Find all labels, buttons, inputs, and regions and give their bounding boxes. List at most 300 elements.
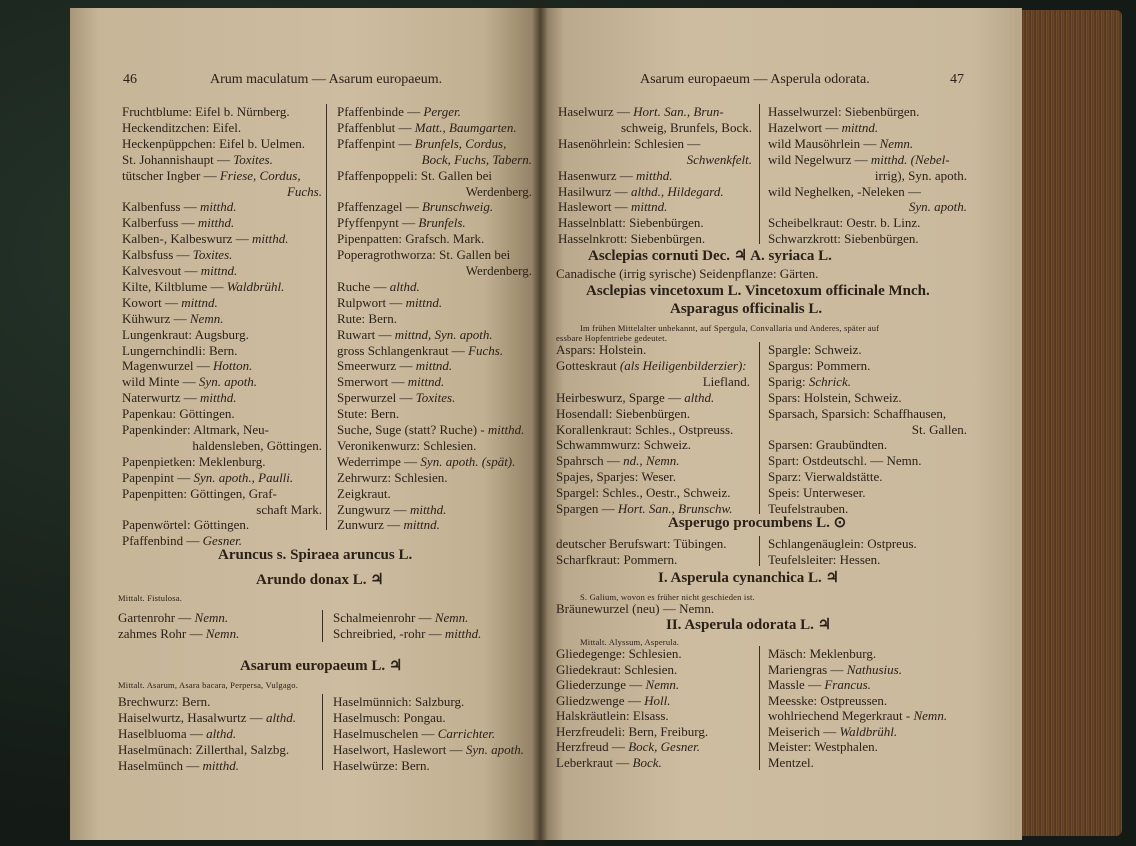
entry-value: mittnd. [412, 358, 453, 374]
section-heading: Asparagus officinalis L. [670, 301, 823, 317]
entry-value: mittnd. [627, 199, 668, 215]
list-item [768, 469, 883, 484]
entry-name: Hasenwurz — [558, 167, 633, 183]
entry-value: Ostdeutschl. — Nemn. [799, 453, 922, 469]
entry-name: Schlangenäuglein: [768, 536, 865, 551]
entry-name: Spajes, Sparjes: [556, 469, 639, 485]
running-head: Arum maculatum — Asarum europaeum. [210, 72, 443, 87]
entry-value: Brunfels. [415, 215, 466, 231]
column-rule [326, 104, 327, 530]
list-item [122, 152, 273, 167]
entry-name: wild Neghelken, -Neleken — [768, 183, 922, 199]
list-item [122, 327, 249, 342]
list-item [556, 755, 662, 770]
entry-name: Massle — [768, 677, 822, 692]
entry-value: Schlesien — [630, 135, 701, 151]
list-item [118, 742, 289, 757]
entry-value: Nemn. [186, 310, 224, 326]
list-item [122, 374, 257, 389]
entry-name: Mentzel. [768, 754, 814, 770]
list-item [337, 295, 442, 310]
entry-name: Lungernchindli: [122, 342, 206, 358]
entry-name: Zunwurz — [337, 517, 401, 533]
entry-name: Stute: [337, 406, 368, 422]
entry-name: Magenwurzel — [122, 358, 210, 374]
entry-value: Nemn. [910, 708, 948, 723]
entry-value: Bock, Gesner. [624, 739, 701, 754]
column-rule [759, 104, 760, 244]
list-item [703, 374, 750, 389]
list-item [337, 168, 492, 183]
list-item [337, 199, 493, 214]
section-note: Mittalt. Fistulosa. [118, 593, 183, 603]
entry-name: Scharfkraut: [556, 552, 621, 567]
section-note: Mittalt. Alyssum, Asperula. [580, 637, 680, 647]
list-item [122, 311, 223, 326]
entry-name: Kalvesvout — [122, 263, 198, 278]
entry-value: Ostpreus. [864, 536, 917, 551]
list-item [768, 390, 902, 405]
list-item [768, 136, 913, 151]
entry-value: Meklenburg. [806, 646, 877, 661]
list-item [122, 215, 234, 230]
entry-value: Siebenbürgen. [612, 405, 691, 421]
entry-value: mittnd. [197, 263, 238, 278]
entry-value: Eifel. [209, 119, 242, 135]
list-item [768, 708, 947, 723]
list-item [768, 501, 848, 516]
entry-value: Siebenbürgen. [840, 231, 919, 247]
list-item [122, 247, 232, 262]
list-item [768, 693, 887, 708]
list-item [122, 406, 235, 421]
list-item [558, 231, 705, 246]
list-item [337, 486, 391, 501]
entry-value: Pommern. [620, 552, 678, 567]
list-item [556, 422, 733, 437]
entry-value: mitthd. [406, 501, 447, 517]
list-item [768, 755, 814, 770]
list-item [768, 646, 876, 661]
entry-name: Mariengras — [768, 661, 844, 677]
list-item [337, 406, 399, 421]
list-item [768, 662, 902, 677]
entry-name: Gliederzunge — [556, 677, 643, 692]
entry-value: Augsburg. [192, 326, 249, 342]
list-item [556, 437, 691, 452]
entry-name: Papenwörtel: [122, 517, 191, 533]
entry-name: Hosendall: [556, 405, 613, 421]
entry-value: mitthd. [484, 422, 525, 437]
list-item [909, 199, 967, 214]
list-item [337, 438, 476, 453]
entry-name: Rute: [337, 310, 366, 326]
list-item [768, 104, 919, 119]
list-item [768, 120, 878, 135]
list-item [558, 168, 672, 183]
list-item [556, 677, 679, 692]
entry-value: mittnd. [404, 374, 445, 390]
list-item [556, 646, 682, 661]
entry-value: Holstein, Schweiz. [800, 389, 902, 405]
section-heading: Asarum europaeum L. ♃ [240, 658, 403, 674]
entry-name: Spargen — [556, 501, 615, 516]
entry-name: Papenkinder: [122, 422, 191, 437]
entry-value: mittnd. [402, 294, 443, 310]
entry-name: Pfaffenbinde — [337, 104, 421, 119]
entry-value: mittnd. [400, 517, 440, 533]
list-item [556, 724, 708, 739]
entry-name: Haselmuschelen — [333, 726, 435, 741]
entry-value: Syn. apoth. [462, 742, 524, 757]
entry-name: Herzfreudeli: [556, 723, 626, 739]
list-item [333, 694, 464, 709]
entry-name: Heckenpüppchen: [122, 135, 216, 151]
entry-name: Pfaffenblut — [337, 119, 412, 135]
entry-value: mittnd, Syn. apoth. [391, 326, 493, 342]
entry-name: Smeerwurz — [337, 358, 413, 374]
entry-value: Schweiz. [640, 437, 692, 453]
entry-value: Bern. [365, 310, 397, 326]
entry-value: Elsass. [629, 708, 669, 723]
entry-value: Eifel b. Uelmen. [215, 135, 306, 151]
entry-name: Smerwort — [337, 374, 405, 390]
entry-name: Poperagrothworza: [337, 247, 436, 263]
list-item [337, 358, 452, 373]
list-item [122, 454, 265, 469]
entry-name: Teufelsleiter: [768, 552, 837, 567]
entry-name: Haiselwurtz, Hasalwurtz — [118, 710, 263, 725]
entry-name: Kalbsfuss — [122, 247, 190, 263]
list-item [556, 485, 731, 500]
entry-name: Pfaffenbind — [122, 533, 200, 549]
entry-value: mitthd. (Nebel- [867, 151, 950, 167]
list-item [556, 536, 727, 551]
entry-name: Aspars: [556, 342, 596, 357]
section-heading: II. Asperula odorata L. ♃ [666, 617, 832, 633]
entry-value: Toxites. [189, 247, 233, 263]
entry-name: Wederrimpe — [337, 453, 418, 469]
list-item [768, 374, 851, 389]
entry-value: Unterweser. [799, 485, 866, 501]
entry-value: haldensleben, Göttingen. [192, 437, 322, 453]
list-item [558, 215, 704, 230]
list-item [768, 406, 946, 421]
entry-value: Schlesien. [620, 661, 678, 677]
list-item [558, 104, 724, 119]
list-item [621, 120, 752, 135]
entry-name: Hasselnkrott: [558, 231, 628, 247]
column-rule [322, 694, 323, 770]
entry-value: Siebenbürgen. [625, 215, 704, 231]
list-item [118, 694, 210, 709]
list-item [122, 120, 241, 135]
entry-name: Kalberfuss — [122, 215, 195, 231]
list-item [466, 263, 532, 278]
entry-name: Rulpwort — [337, 294, 403, 310]
list-item [768, 453, 921, 468]
list-item [337, 311, 397, 326]
entry-value: irrig), Syn. apoth. [874, 167, 967, 183]
list-item [768, 184, 921, 199]
entry-name: Haselmusch: [333, 710, 401, 725]
entry-name: Spahrsch — [556, 453, 620, 469]
entry-value: Vierwaldstätte. [801, 469, 883, 485]
entry-name: Meister: [768, 739, 812, 754]
entry-name: Meesske: [768, 692, 818, 708]
list-item [337, 247, 510, 262]
entry-name: Kalben-, Kalbeswurz — [122, 231, 249, 247]
entry-value: Holstein. [595, 342, 647, 357]
entry-value: schaft Mark. [256, 501, 322, 517]
list-item [118, 710, 296, 725]
entry-value: Liefland. [702, 373, 750, 389]
entry-value: Grafsch. Mark. [402, 231, 485, 247]
list-item [466, 184, 532, 199]
entry-value: Schlesien. [625, 646, 682, 661]
entry-name: Gliedzwenge — [556, 692, 641, 708]
entry-value: Ostpreussen. [817, 692, 888, 708]
section-heading: Aruncus s. Spiraea aruncus L. [218, 547, 413, 563]
entry-value: Werdenberg. [465, 263, 532, 278]
entry-name: Pfyffenpynt — [337, 215, 416, 231]
list-item [558, 136, 700, 151]
entry-value: Hort. San., Brunschw. [614, 501, 733, 516]
entry-name: Lungenkraut: [122, 326, 193, 342]
running-head: Asarum europaeum — Asperula odorata. [640, 72, 870, 87]
entry-name: Haslewort — [558, 199, 628, 215]
list-item [122, 295, 218, 310]
entry-value: Oestr. b. Linz. [843, 215, 921, 231]
list-item [768, 437, 887, 452]
list-item [768, 739, 878, 754]
entry-value: Bern, Freiburg. [625, 723, 709, 739]
entry-value: Tübingen. [670, 536, 727, 551]
column-rule [759, 342, 760, 514]
list-item [122, 486, 277, 501]
section-heading: Asperugo procumbens L. ⊙ [668, 515, 847, 531]
entry-name: Haselmünach: [118, 742, 193, 757]
entry-name: Schwarzkrott: [768, 231, 841, 247]
entry-value: Schles., Oestr., Schweiz. [599, 485, 731, 501]
entry-name: Mäsch: [768, 646, 807, 661]
list-item [337, 422, 524, 437]
entry-name: Hasselwurzel: [768, 104, 842, 119]
entry-value: Syn. apoth., Paulli. [190, 469, 294, 485]
section-line: Bräunewurzel (neu) — Nemn. [556, 601, 715, 616]
entry-value: Schrick. [805, 373, 852, 389]
entry-name: St. Johannishaupt — [122, 151, 230, 167]
entry-value: Pongau. [400, 710, 446, 725]
entry-name: Sparsen: [768, 437, 813, 453]
list-item [768, 231, 919, 246]
list-item [768, 152, 950, 167]
entry-value: Holl. [640, 692, 671, 708]
entry-name: Sperwurzel — [337, 390, 413, 406]
entry-value: (als Heiligenbilderzier): [616, 357, 747, 373]
entry-name: Heckenditzchen: [122, 119, 210, 135]
entry-name: Naterwurtz — [122, 390, 197, 406]
list-item [122, 422, 269, 437]
entry-value: St. Gallen bei [435, 247, 511, 263]
list-item [333, 610, 468, 625]
entry-name: Haselwurz — [558, 104, 630, 119]
section-heading: I. Asperula cynanchica L. ♃ [658, 570, 839, 586]
entry-name: Pfaffenzagel — [337, 199, 419, 215]
entry-name: wild Negelwurz — [768, 151, 868, 167]
list-item [556, 662, 677, 677]
entry-name: Sparz: [768, 469, 802, 485]
section-note: Im frühen Mittelalter unbekannt, auf Spergula, Convallaria und Anderes, später auf [580, 323, 880, 333]
entry-name: Leberkraut — [556, 754, 630, 770]
entry-name: Spargus: [768, 357, 814, 373]
section-line: Canadische (irrig syrische) Seidenpflanze: Gärten. [556, 266, 819, 281]
entry-value: Syn. apoth. (spät). [417, 453, 516, 469]
entry-value: Carrichter. [434, 726, 496, 741]
entry-value: Hort. San., Brun- [629, 104, 724, 119]
list-item [768, 536, 917, 551]
entry-value: Schlesien. [391, 469, 448, 485]
entry-value: mitthd. [248, 231, 289, 247]
entry-value: Fuchs. [286, 183, 322, 199]
entry-value: Schlesien. [420, 437, 477, 453]
page-edges [1022, 10, 1122, 836]
entry-name: Suche, Suge (statt? Ruche) - [337, 422, 485, 437]
entry-value: Schaffhausen, [869, 405, 947, 421]
entry-name: Hasenöhrlein: [558, 135, 631, 151]
entry-name: Brechwurz: [118, 694, 179, 709]
entry-name: Kowort — [122, 294, 178, 310]
entry-value: nd., Nemn. [619, 453, 680, 469]
list-item [556, 501, 732, 516]
entry-value: Westphalen. [811, 739, 878, 754]
entry-name: Schalmeienrohr — [333, 610, 432, 625]
list-item [122, 104, 290, 119]
entry-value: Göttingen. [176, 406, 235, 422]
entry-value: Gesner. [199, 533, 242, 549]
list-item [337, 470, 447, 485]
entry-value: St. Gallen. [911, 421, 967, 437]
list-item [768, 342, 862, 357]
entry-value: Toxites. [412, 390, 456, 406]
entry-value: mittnd. [838, 119, 879, 135]
entry-value: Göttingen, Graf- [187, 485, 277, 501]
entry-value: Salzburg. [411, 694, 465, 709]
list-item [118, 726, 236, 741]
entry-name: Halskräutlein: [556, 708, 630, 723]
list-item [122, 470, 293, 485]
entry-value: Bern. [397, 758, 430, 773]
entry-value: Graubündten. [812, 437, 888, 453]
list-item [558, 199, 667, 214]
entry-value: mitthd. [194, 215, 235, 231]
entry-value: Waldbrühl. [223, 278, 285, 294]
list-item [556, 390, 714, 405]
entry-name: Kalbenfuss — [122, 199, 197, 215]
entry-name: Haselbluoma — [118, 726, 203, 741]
entry-name: Gliedekraut: [556, 661, 621, 677]
entry-name: Haselmünnich: [333, 694, 412, 709]
entry-value: Brunfels, Cordus, [411, 135, 507, 151]
entry-value: althd. [386, 278, 420, 294]
list-item [122, 263, 237, 278]
list-item [768, 485, 866, 500]
list-item [556, 406, 690, 421]
list-item [912, 422, 967, 437]
entry-name: Papenkau: [122, 406, 177, 422]
list-item [337, 517, 440, 532]
list-item [768, 677, 871, 692]
list-item [256, 502, 322, 517]
entry-name: tütscher Ingber — [122, 167, 217, 183]
list-item [122, 136, 305, 151]
entry-name: Sparig: [768, 373, 806, 389]
list-item [556, 469, 676, 484]
entry-name: Hazelwort — [768, 119, 839, 135]
list-item [556, 453, 680, 468]
entry-name: Zehrwurz: [337, 469, 392, 485]
entry-name: Korallenkraut: [556, 421, 632, 437]
list-item [556, 552, 677, 567]
entry-name: Schwammwurz: [556, 437, 641, 453]
book-gutter [532, 0, 548, 846]
entry-value: Bern. [178, 694, 211, 709]
list-item [768, 358, 870, 373]
list-item [333, 710, 446, 725]
list-item [122, 199, 236, 214]
entry-value: Siebenbürgen. [841, 104, 920, 119]
entry-name: Meiserich — [768, 723, 837, 739]
list-item [122, 279, 284, 294]
entry-name: Gotteskraut [556, 357, 617, 373]
list-item [122, 517, 249, 532]
entry-name: Sparsach, Sparsich: [768, 405, 870, 421]
list-item [192, 438, 322, 453]
list-item [333, 726, 495, 741]
entry-name: zahmes Rohr — [118, 626, 203, 641]
section-heading: Asclepias vincetoxum L. Vincetoxum officinale Mnch. [586, 283, 930, 299]
entry-name: Zungwurz — [337, 501, 407, 517]
entry-value: schweig, Brunfels, Bock. [620, 119, 752, 135]
entry-name: Pfaffenpint — [337, 135, 412, 151]
entry-name: Pfaffenpoppeli: [337, 167, 418, 183]
entry-value: Schwenkfelt. [686, 151, 752, 167]
list-item [118, 610, 228, 625]
entry-value: mitthd. [196, 199, 237, 215]
entry-name: Ruche — [337, 278, 387, 294]
list-item [558, 184, 724, 199]
entry-name: Spart: [768, 453, 800, 469]
entry-value: Weser. [638, 469, 677, 485]
entry-value: Syn. apoth. [195, 374, 258, 390]
list-item [556, 342, 646, 357]
entry-value: Brunschweig. [418, 199, 494, 215]
entry-value: Matt., Baumgarten. [411, 119, 517, 135]
entry-name: Hasilwurz — [558, 183, 628, 199]
entry-name: Scheibelkraut: [768, 215, 844, 231]
entry-name: wild Minte — [122, 374, 196, 390]
entry-value: Toxites. [229, 151, 273, 167]
list-item [122, 168, 301, 183]
entry-name: Papenpietken: [122, 453, 196, 469]
list-item [337, 327, 493, 342]
entry-value: althd. [262, 710, 296, 725]
entry-name: Gliedegenge: [556, 646, 626, 661]
entry-value: mitthd. [441, 626, 482, 641]
column-rule [322, 610, 323, 642]
entry-name: Kilte, Kiltblume — [122, 278, 224, 294]
entry-value: Nemn. [191, 610, 229, 625]
